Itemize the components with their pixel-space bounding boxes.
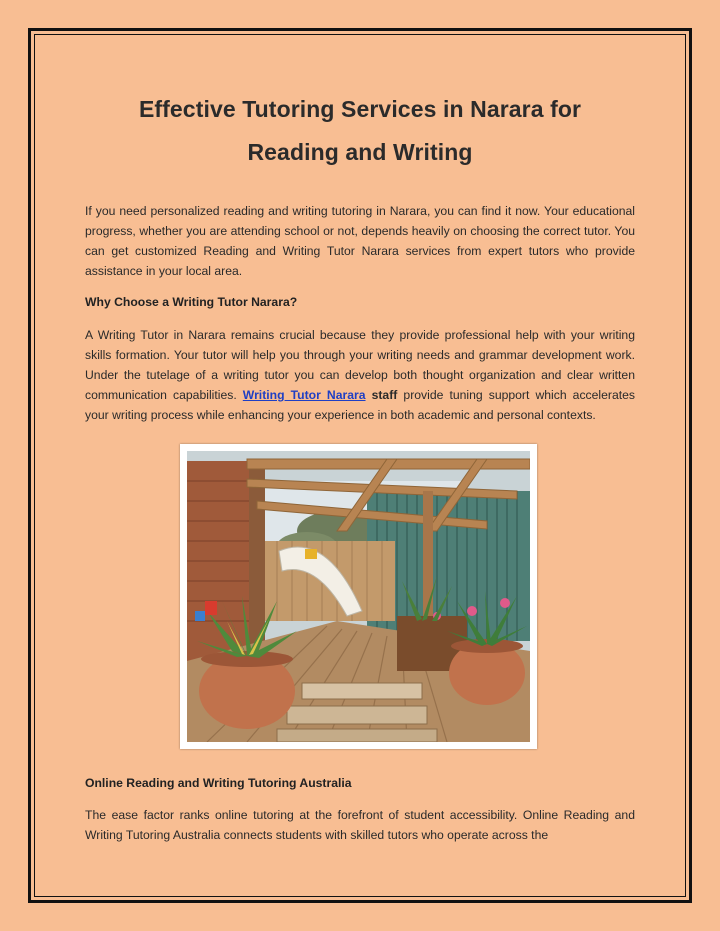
- title-line-2: Reading and Writing: [247, 139, 473, 165]
- paragraph-text-end: provide tuning support which accelerates your writing process while enhancing your experience in both academic and personal contexts.: [85, 388, 636, 422]
- page-title: [85, 88, 635, 174]
- intro-paragraph: If you need personalized reading and writing tutoring in Narara, you can find it now. Your educational progress, whether you are attending school or not, depends heavily on choosing the correct tutor. You can get customized Reading and Writing Tutor Narara services from expert tutors who provide assistance in your local area.: [85, 204, 635, 278]
- paragraph-text: A Writing Tutor in Narara remains crucial because they provide professional help with your writing skills formation. Your tutor will help you through your writing needs and grammar development work. Under the tutelage of a writing tutor you can develop both thought organization and clear written communication capabilities.: [85, 328, 635, 402]
- online-tutoring-paragraph: The ease factor ranks online tutoring at the forefront of student accessibility. Online Reading and Writing Tutoring Australia connects students with skilled tutors who operate across the: [85, 808, 635, 842]
- document-body: [85, 88, 635, 425]
- writing-tutor-narara-link[interactable]: Writing Tutor Narara: [242, 388, 366, 402]
- writing-tutor-paragraph: [85, 325, 635, 425]
- section-heading-online-tutoring: Online Reading and Writing Tutoring Australia: [85, 776, 352, 790]
- deck-photo: [187, 451, 530, 742]
- deck-photo-illustration: [187, 451, 530, 742]
- title-line-1: Effective Tutoring Services in Narara for: [138, 96, 582, 122]
- bold-staff: staff: [365, 388, 398, 402]
- section-heading-writing-tutor: Why Choose a Writing Tutor Narara?: [85, 295, 298, 309]
- deck-photo-frame: [180, 444, 537, 749]
